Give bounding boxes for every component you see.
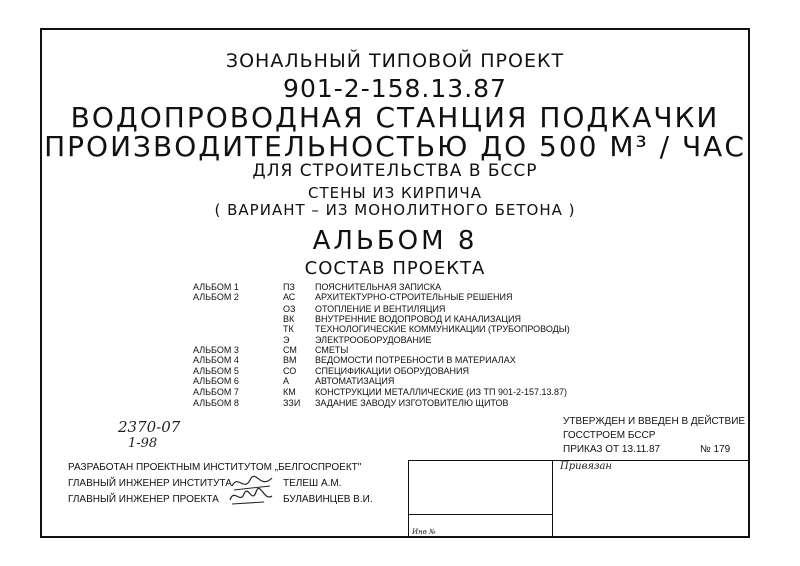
project-walls: СТЕНЫ ИЗ КИРПИЧА (308, 184, 482, 202)
developer-line: РАЗРАБОТАН ПРОЕКТНЫМ ИНСТИТУТОМ „БЕЛГОСПРОЕКТ" (68, 462, 362, 473)
toc-album: АЛЬБОМ 8 (193, 398, 239, 408)
toc-row (0, 292, 800, 304)
approval-line2: ГОССТРОЕМ БССР (563, 430, 656, 441)
stamp-inventory-label: Инв № (412, 528, 436, 536)
project-code: 901-2-158.13.87 (283, 74, 507, 103)
toc-description: ВЕДОМОСТИ ПОТРЕБНОСТИ В МАТЕРИАЛАХ (315, 355, 516, 365)
toc-album: АЛЬБОМ 5 (193, 366, 239, 376)
signature-role-2: ГЛАВНЫЙ ИНЖЕНЕР ПРОЕКТА (68, 494, 219, 505)
stamp-divider-line (552, 460, 553, 538)
signature-role-1: ГЛАВНЫЙ ИНЖЕНЕР ИНСТИТУТА (68, 478, 232, 489)
toc-code: А (283, 376, 290, 386)
toc-code: ОЗ (283, 304, 296, 314)
approval-number: № 179 (700, 444, 731, 455)
signature-scribble-2 (226, 486, 276, 508)
composition-heading: СОСТАВ ПРОЕКТА (304, 258, 486, 279)
project-name-line2: ПРОИЗВОДИТЕЛЬНОСТЬЮ ДО 500 М³ / ЧАС (44, 130, 746, 163)
toc-album: АЛЬБОМ 2 (193, 292, 239, 302)
toc-code: АС (283, 292, 296, 302)
toc-album: АЛЬБОМ 7 (193, 387, 239, 397)
handwritten-archive-number: 2370-07 (118, 418, 181, 436)
project-region: ДЛЯ СТРОИТЕЛЬСТВА В БССР (252, 161, 538, 181)
stamp-inner-line (408, 514, 552, 515)
toc-description: ОТОПЛЕНИЕ И ВЕНТИЛЯЦИЯ (315, 304, 446, 314)
project-type: ЗОНАЛЬНЫЙ ТИПОВОЙ ПРОЕКТ (225, 50, 565, 72)
toc-code: СМ (283, 345, 297, 355)
toc-code: ВМ (283, 355, 297, 365)
toc-description: СПЕЦИФИКАЦИИ ОБОРУДОВАНИЯ (315, 366, 469, 376)
toc-description: ТЕХНОЛОГИЧЕСКИЕ КОММУНИКАЦИИ (ТРУБОПРОВОДЫ) (315, 324, 570, 334)
toc-code: СО (283, 366, 297, 376)
toc-album: АЛЬБОМ 4 (193, 355, 239, 365)
signature-name-1: ТЕЛЕШ А.М. (283, 478, 342, 489)
toc-description: ЗАДАНИЕ ЗАВОДУ ИЗГОТОВИТЕЛЮ ЩИТОВ (315, 398, 509, 408)
toc-description: ВНУТРЕННИЕ ВОДОПРОВОД И КАНАЛИЗАЦИЯ (315, 314, 522, 324)
toc-description: СМЕТЫ (315, 345, 349, 355)
project-variant: ( ВАРИАНТ – ИЗ МОНОЛИТНОГО БЕТОНА ) (214, 201, 576, 219)
stamp-left-line (408, 460, 409, 538)
toc-album: АЛЬБОМ 3 (193, 345, 239, 355)
toc-row (0, 398, 800, 410)
toc-description: КОНСТРУКЦИИ МЕТАЛЛИЧЕСКИЕ (ИЗ ТП 901-2-157.13.87) (315, 387, 568, 397)
toc-code: Э (283, 335, 290, 345)
toc-album: АЛЬБОМ 6 (193, 376, 239, 386)
album-title: АЛЬБОМ 8 (312, 226, 478, 256)
toc-description: ЭЛЕКТРООБОРУДОВАНИЕ (315, 335, 432, 345)
stamp-binding-label: Привязан (560, 461, 613, 472)
toc-album: АЛЬБОМ 1 (193, 282, 239, 292)
approval-line3: ПРИКАЗ ОТ 13.11.87 (563, 444, 661, 455)
toc-code: ПЗ (283, 282, 295, 292)
toc-code: ЗЗИ (283, 398, 301, 408)
toc-code: КМ (283, 387, 296, 397)
toc-description: АРХИТЕКТУРНО-СТРОИТЕЛЬНЫЕ РЕШЕНИЯ (315, 292, 513, 302)
approval-line1: УТВЕРЖДЕН И ВВЕДЕН В ДЕЙСТВИЕ (563, 416, 746, 427)
toc-code: ТК (283, 324, 294, 334)
project-name-line1: ВОДОПРОВОДНАЯ СТАНЦИЯ ПОДКАЧКИ (70, 101, 720, 134)
toc-description: АВТОМАТИЗАЦИЯ (315, 376, 395, 386)
signature-name-2: БУЛАВИНЦЕВ В.И. (283, 494, 373, 505)
handwritten-year: 1-98 (128, 436, 158, 451)
toc-code: ВК (283, 314, 295, 324)
toc-description: ПОЯСНИТЕЛЬНАЯ ЗАПИСКА (315, 282, 442, 292)
